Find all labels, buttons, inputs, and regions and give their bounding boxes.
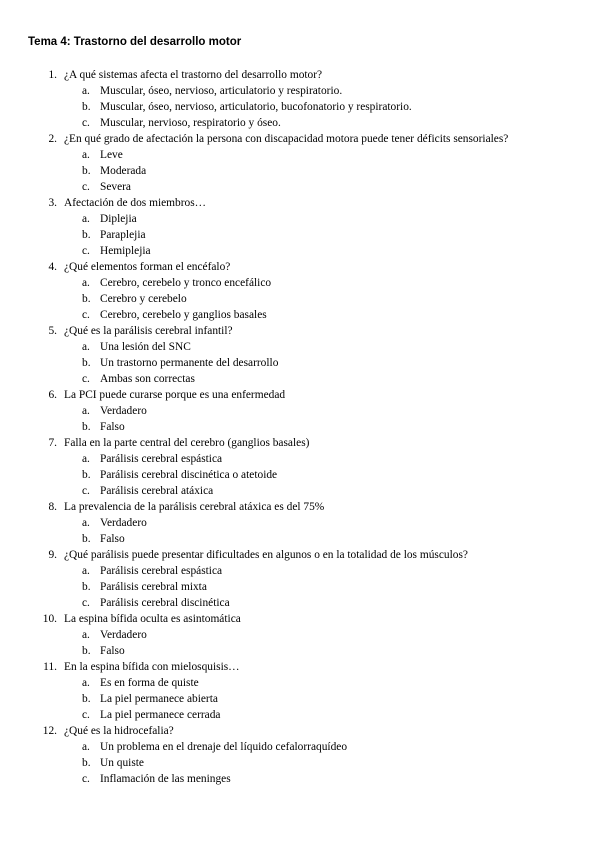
option-letter: b.: [82, 533, 91, 545]
question-number: 10.: [42, 613, 57, 625]
question-number: 11.: [43, 661, 57, 673]
option-text: Verdadero: [100, 517, 147, 529]
answer-option: [0, 691, 600, 707]
option-letter: a.: [82, 453, 90, 465]
option-text: Una lesión del SNC: [100, 341, 191, 353]
answer-option: [0, 563, 600, 579]
option-letter: b.: [82, 357, 91, 369]
option-letter: c.: [82, 117, 90, 129]
option-letter: a.: [82, 149, 90, 161]
question-text: La prevalencia de la parálisis cerebral atáxica es del 75%: [64, 501, 325, 513]
question-3: [0, 195, 600, 211]
answer-option: [0, 115, 600, 131]
question-text: En la espina bífida con mielosquisis…: [64, 661, 240, 673]
option-letter: a.: [82, 213, 90, 225]
option-letter: c.: [82, 485, 90, 497]
question-list: [0, 67, 600, 787]
question-text: ¿Qué es la hidrocefalia?: [64, 725, 174, 737]
option-letter: b.: [82, 101, 91, 113]
option-text: Un problema en el drenaje del líquido cefalorraquídeo: [100, 741, 348, 753]
question-12: [0, 723, 600, 739]
option-letter: a.: [82, 565, 90, 577]
answer-option: [0, 451, 600, 467]
option-letter: a.: [82, 405, 90, 417]
option-letter: b.: [82, 293, 91, 305]
answer-option: [0, 339, 600, 355]
question-4: [0, 259, 600, 275]
answer-option: [0, 595, 600, 611]
option-letter: a.: [82, 85, 90, 97]
question-8: [0, 499, 600, 515]
answer-option: [0, 755, 600, 771]
option-letter: b.: [82, 469, 91, 481]
question-text: Afectación de dos miembros…: [64, 197, 207, 209]
option-text: Parálisis cerebral espástica: [100, 453, 223, 465]
answer-option: [0, 403, 600, 419]
question-number: 7.: [48, 437, 57, 449]
question-number: 6.: [48, 389, 57, 401]
question-number: 3.: [48, 197, 57, 209]
option-letter: b.: [82, 229, 91, 241]
option-letter: c.: [82, 709, 90, 721]
option-text: Parálisis cerebral espástica: [100, 565, 223, 577]
option-letter: a.: [82, 677, 90, 689]
option-text: Severa: [100, 181, 131, 193]
page-title: Tema 4: Trastorno del desarrollo motor: [28, 36, 242, 48]
option-text: Verdadero: [100, 629, 147, 641]
option-letter: b.: [82, 757, 91, 769]
option-text: La piel permanece cerrada: [100, 709, 221, 721]
answer-option: [0, 515, 600, 531]
answer-option: [0, 627, 600, 643]
option-letter: a.: [82, 517, 90, 529]
question-number: 5.: [48, 325, 57, 337]
answer-option: [0, 291, 600, 307]
answer-option: [0, 467, 600, 483]
answer-option: [0, 227, 600, 243]
option-text: Un quiste: [100, 757, 144, 769]
option-text: Leve: [100, 149, 123, 161]
answer-option: [0, 771, 600, 787]
answer-option: [0, 355, 600, 371]
question-2: [0, 131, 600, 147]
answer-option: [0, 99, 600, 115]
answer-option: [0, 371, 600, 387]
option-text: Moderada: [100, 165, 147, 177]
answer-option: [0, 275, 600, 291]
question-text: La PCI puede curarse porque es una enfermedad: [64, 389, 286, 401]
question-text: ¿Qué parálisis puede presentar dificultades en algunos o en la totalidad de los músculos?: [64, 549, 468, 561]
option-letter: b.: [82, 581, 91, 593]
question-text: ¿En qué grado de afectación la persona con discapacidad motora puede tener déficits sensoriales?: [64, 133, 509, 145]
option-text: Parálisis cerebral atáxica: [100, 485, 214, 497]
question-number: 9.: [48, 549, 57, 561]
option-text: Verdadero: [100, 405, 147, 417]
answer-option: [0, 243, 600, 259]
option-text: Cerebro, cerebelo y ganglios basales: [100, 309, 267, 321]
question-number: 4.: [48, 261, 57, 273]
question-number: 12.: [42, 725, 57, 737]
option-text: La piel permanece abierta: [100, 693, 218, 705]
answer-option: [0, 531, 600, 547]
option-letter: b.: [82, 421, 91, 433]
option-text: Parálisis cerebral discinética o atetoide: [100, 469, 278, 481]
option-text: Hemiplejia: [100, 245, 151, 257]
question-text: Falla en la parte central del cerebro (ganglios basales): [64, 437, 310, 449]
option-letter: c.: [82, 597, 90, 609]
option-letter: b.: [82, 165, 91, 177]
question-11: [0, 659, 600, 675]
option-text: Diplejia: [100, 213, 137, 225]
question-text: La espina bífida oculta es asintomática: [64, 613, 241, 625]
option-letter: c.: [82, 773, 90, 785]
question-1: [0, 67, 600, 83]
option-text: Parálisis cerebral mixta: [100, 581, 207, 593]
answer-option: [0, 179, 600, 195]
option-text: Es en forma de quiste: [100, 677, 199, 689]
option-letter: a.: [82, 629, 90, 641]
answer-option: [0, 643, 600, 659]
answer-option: [0, 707, 600, 723]
answer-option: [0, 675, 600, 691]
option-letter: c.: [82, 309, 90, 321]
question-number: 2.: [48, 133, 57, 145]
option-text: Muscular, nervioso, respiratorio y óseo.: [100, 117, 281, 129]
option-letter: c.: [82, 245, 90, 257]
option-text: Falso: [100, 645, 125, 657]
option-text: Cerebro y cerebelo: [100, 293, 187, 305]
option-text: Cerebro, cerebelo y tronco encefálico: [100, 277, 272, 289]
option-letter: c.: [82, 373, 90, 385]
option-text: Falso: [100, 533, 125, 545]
question-9: [0, 547, 600, 563]
answer-option: [0, 163, 600, 179]
option-text: Muscular, óseo, nervioso, articulatorio y respiratorio.: [100, 85, 343, 97]
answer-option: [0, 307, 600, 323]
option-letter: b.: [82, 693, 91, 705]
answer-option: [0, 419, 600, 435]
question-number: 1.: [48, 69, 57, 81]
question-number: 8.: [48, 501, 57, 513]
option-letter: a.: [82, 741, 90, 753]
question-5: [0, 323, 600, 339]
question-text: ¿Qué es la parálisis cerebral infantil?: [64, 325, 233, 337]
question-10: [0, 611, 600, 627]
option-text: Parálisis cerebral discinética: [100, 597, 230, 609]
answer-option: [0, 483, 600, 499]
question-6: [0, 387, 600, 403]
option-text: Ambas son correctas: [100, 373, 195, 385]
option-text: Un trastorno permanente del desarrollo: [100, 357, 279, 369]
option-letter: c.: [82, 181, 90, 193]
answer-option: [0, 579, 600, 595]
answer-option: [0, 211, 600, 227]
option-letter: a.: [82, 341, 90, 353]
option-letter: a.: [82, 277, 90, 289]
option-text: Falso: [100, 421, 125, 433]
question-text: ¿A qué sistemas afecta el trastorno del desarrollo motor?: [64, 69, 323, 81]
question-7: [0, 435, 600, 451]
option-letter: b.: [82, 645, 91, 657]
answer-option: [0, 83, 600, 99]
question-text: ¿Qué elementos forman el encéfalo?: [64, 261, 231, 273]
option-text: Inflamación de las meninges: [100, 773, 231, 785]
answer-option: [0, 147, 600, 163]
answer-option: [0, 739, 600, 755]
option-text: Paraplejia: [100, 229, 146, 241]
option-text: Muscular, óseo, nervioso, articulatorio, bucofonatorio y respiratorio.: [100, 101, 412, 113]
